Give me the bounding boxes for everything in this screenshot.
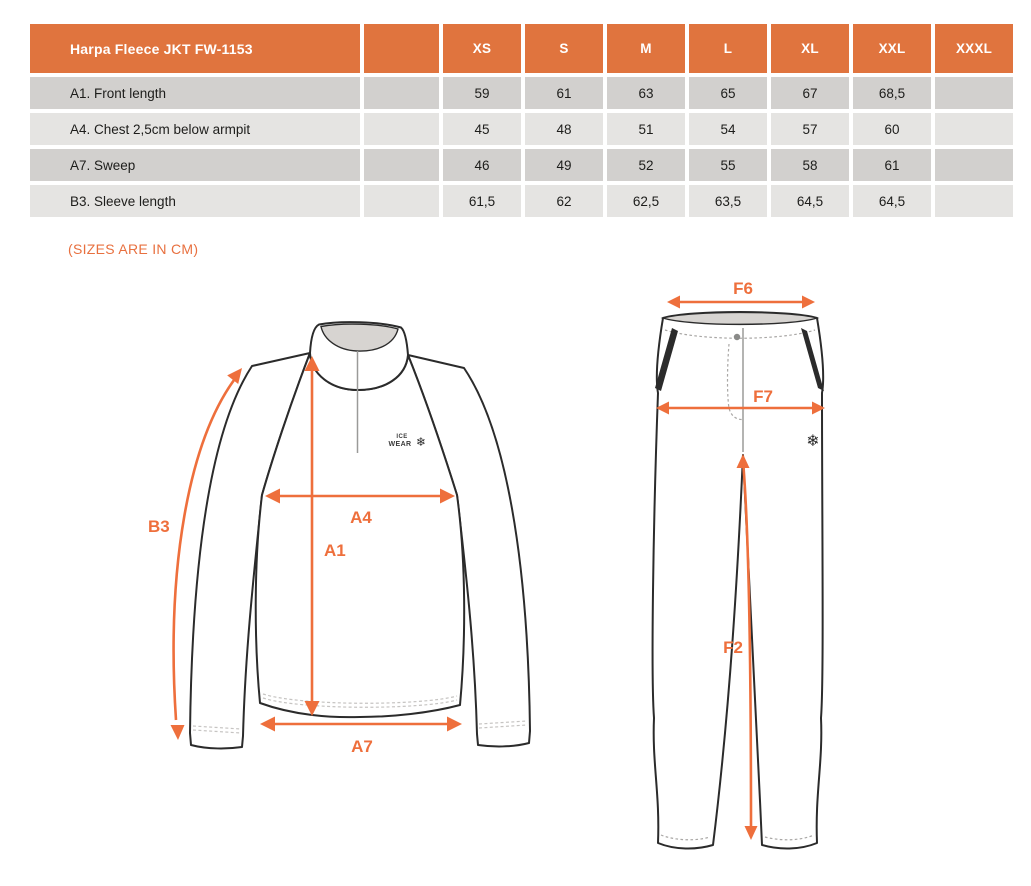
size-value: 65: [689, 77, 767, 109]
size-value: 58: [771, 149, 849, 181]
table-row-front-length: [30, 77, 1013, 109]
spacer-cell: [364, 149, 439, 181]
spacer-cell: [364, 113, 439, 145]
size-value: 61,5: [443, 185, 521, 217]
measurement-label: A1. Front length: [30, 77, 360, 109]
size-value: 54: [689, 113, 767, 145]
size-column-header-m: M: [607, 24, 685, 73]
pants-snowflake-logo: ❄: [806, 431, 820, 450]
measurement-label: A4. Chest 2,5cm below armpit: [30, 113, 360, 145]
size-value: 68,5: [853, 77, 931, 109]
table-row-sweep: [30, 149, 1013, 181]
size-value: 55: [689, 149, 767, 181]
table-row-chest: [30, 113, 1013, 145]
pants-f7-label: F7: [753, 387, 773, 406]
spacer-cell: [364, 77, 439, 109]
size-value: 48: [525, 113, 603, 145]
measurement-label: B3. Sleeve length: [30, 185, 360, 217]
size-value: [935, 185, 1013, 217]
size-value: [935, 77, 1013, 109]
pants-waist-button: [734, 334, 740, 340]
size-value: 61: [853, 149, 931, 181]
jacket-a1-label: A1: [324, 541, 346, 560]
size-column-header-xxl: XXL: [853, 24, 931, 73]
size-value: 64,5: [853, 185, 931, 217]
size-value: [935, 149, 1013, 181]
size-value: 46: [443, 149, 521, 181]
size-value: 64,5: [771, 185, 849, 217]
jacket-a7-label: A7: [351, 737, 373, 756]
size-value: 51: [607, 113, 685, 145]
spacer-cell: [364, 185, 439, 217]
jacket-b3-label: B3: [148, 517, 170, 536]
size-value: 61: [525, 77, 603, 109]
size-value: 63: [607, 77, 685, 109]
size-value: 67: [771, 77, 849, 109]
header-row: [30, 24, 1013, 73]
size-chart-table: [26, 20, 1017, 221]
size-column-header-l: L: [689, 24, 767, 73]
size-value: 49: [525, 149, 603, 181]
size-value: [935, 113, 1013, 145]
size-value: 52: [607, 149, 685, 181]
jacket-measurement-diagram: [140, 300, 585, 775]
size-value: 57: [771, 113, 849, 145]
size-column-header-xxxl: XXXL: [935, 24, 1013, 73]
size-value: 63,5: [689, 185, 767, 217]
size-value: 60: [853, 113, 931, 145]
pants-f2-label: F2: [723, 638, 743, 657]
size-column-header-s: S: [525, 24, 603, 73]
size-value: 62: [525, 185, 603, 217]
size-column-header-xs: XS: [443, 24, 521, 73]
jacket-logo-line1: ICE: [396, 434, 408, 440]
pants-waistband: [663, 312, 817, 324]
size-value: 59: [443, 77, 521, 109]
sizes-unit-note: (SIZES ARE IN CM): [68, 241, 199, 257]
pants-body: [653, 312, 824, 849]
product-title: Harpa Fleece JKT FW-1153: [30, 24, 360, 73]
size-value: 45: [443, 113, 521, 145]
jacket-logo-snowflake-icon: ❄: [415, 435, 427, 449]
pants-measurement-diagram: [630, 278, 880, 868]
measurement-label: A7. Sweep: [30, 149, 360, 181]
size-value: 62,5: [607, 185, 685, 217]
jacket-a4-label: A4: [350, 508, 372, 527]
size-column-header-xl: XL: [771, 24, 849, 73]
header-spacer-cell: [364, 24, 439, 73]
pants-f6-label: F6: [733, 279, 753, 298]
table-row-sleeve-length: [30, 185, 1013, 217]
jacket-logo-line2: WEAR: [388, 441, 412, 448]
